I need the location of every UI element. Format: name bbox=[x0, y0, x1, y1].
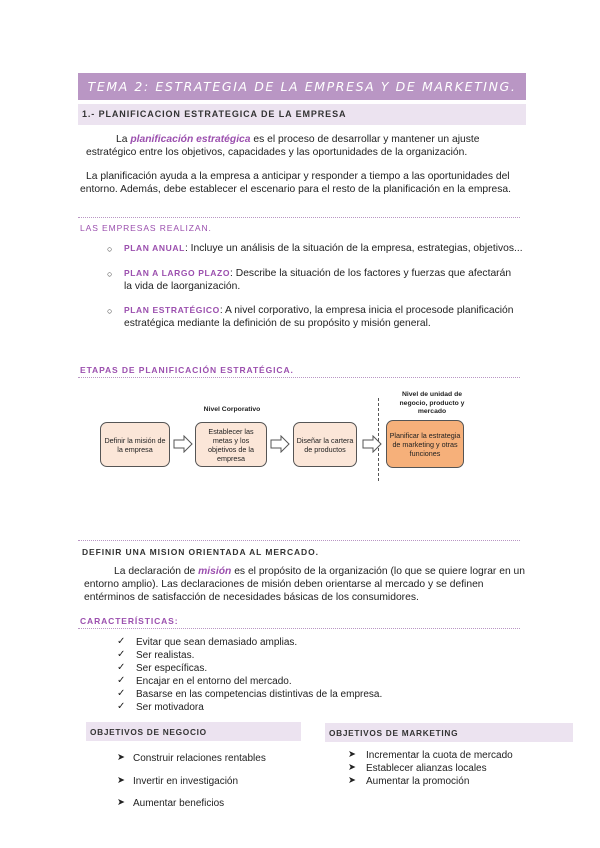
list-item: Incrementar la cuota de mercado bbox=[366, 750, 513, 761]
text: : Incluye un análisis de la situación de la empresa, estrategias, objetivos... bbox=[184, 243, 523, 254]
bullet-icon: ○ bbox=[107, 269, 113, 279]
subheading-empresas-realizan: LAS EMPRESAS REALIZAN. bbox=[80, 223, 212, 233]
arrow-bullet-icon: ➤ bbox=[348, 775, 356, 786]
planning-stages-diagram bbox=[96, 388, 516, 483]
divider bbox=[78, 628, 520, 629]
list-item: Ser realistas. bbox=[136, 650, 195, 661]
heading-text: OBJETIVOS DE NEGOCIO bbox=[90, 727, 207, 737]
list-item: Establecer alianzas locales bbox=[366, 763, 487, 774]
bullet-icon: ○ bbox=[107, 306, 113, 316]
list-item-plan-estrategico bbox=[124, 304, 524, 330]
paragraph-mision bbox=[84, 565, 526, 604]
objetivos-negocio-heading bbox=[86, 722, 301, 741]
stage-box-marketing: Planificar la estrategia de marketing y otras funciones bbox=[386, 420, 464, 468]
list-item: Aumentar beneficios bbox=[133, 798, 225, 809]
keyword: PLAN ANUAL bbox=[124, 243, 185, 253]
divider bbox=[78, 217, 520, 218]
check-icon: ✓ bbox=[117, 649, 126, 660]
text: La declaración de bbox=[114, 566, 199, 577]
corporate-level-label: Nivel Corporativo bbox=[203, 406, 261, 413]
arrow-bullet-icon: ➤ bbox=[117, 797, 125, 808]
arrow-bullet-icon: ➤ bbox=[117, 752, 125, 763]
subheading-etapas: ETAPAS DE PLANIFICACIÓN ESTRATÉGICA. bbox=[80, 365, 294, 375]
list-item: Invertir en investigación bbox=[133, 776, 239, 787]
subheading-caracteristicas: CARACTERÍSTICAS: bbox=[80, 616, 179, 626]
list-item: Aumentar la promoción bbox=[366, 776, 470, 787]
check-icon: ✓ bbox=[117, 701, 126, 712]
list-item: Evitar que sean demasiado amplias. bbox=[136, 637, 298, 648]
highlighted-term: planificación estratégica bbox=[130, 134, 251, 145]
stage-box-cartera: Diseñar la cartera de productos bbox=[293, 422, 357, 467]
highlighted-term: misión bbox=[198, 566, 232, 577]
stage-box-metas: Establecer las metas y los objetivos de la empresa bbox=[195, 422, 267, 467]
arrow-bullet-icon: ➤ bbox=[348, 762, 356, 773]
section-heading-planificacion bbox=[78, 104, 526, 125]
arrow-bullet-icon: ➤ bbox=[117, 775, 125, 786]
subheading-mision: DEFINIR UNA MISION ORIENTADA AL MERCADO. bbox=[82, 547, 319, 557]
divider bbox=[78, 540, 520, 541]
text: : Describe la situación de los factores y fuerzas que afectarán la vida de laorganización. bbox=[124, 268, 512, 292]
text: La bbox=[116, 134, 131, 145]
section-heading-text: 1.- PLANIFICACION ESTRATEGICA DE LA EMPRESA bbox=[82, 109, 347, 119]
check-icon: ✓ bbox=[117, 662, 126, 673]
objetivos-marketing-heading bbox=[325, 723, 573, 742]
list-item: Construir relaciones rentables bbox=[133, 753, 266, 764]
text: es el proceso de desarrollar y mantener un ajuste estratégico entre los objetivos, capacidades y las oportunidades de la organización. bbox=[86, 134, 480, 158]
unit-level-label: Nivel de unidad de negocio, producto y mercado bbox=[399, 391, 465, 415]
list-item: Encajar en el entorno del mercado. bbox=[136, 676, 292, 687]
list-item: Basarse en las competencias distintivas de la empresa. bbox=[136, 689, 383, 700]
arrow-bullet-icon: ➤ bbox=[348, 749, 356, 760]
list-item: Ser motivadora bbox=[136, 702, 204, 713]
divider bbox=[78, 377, 520, 378]
paragraph-planificacion-definicion bbox=[86, 133, 526, 159]
keyword: PLAN A LARGO PLAZO bbox=[124, 268, 231, 278]
stage-box-mision: Definir la misión de la empresa bbox=[100, 422, 170, 467]
keyword: PLAN ESTRATÉGICO bbox=[124, 305, 220, 315]
heading-text: OBJETIVOS DE MARKETING bbox=[329, 728, 459, 738]
text: es el propósito de la organización (lo que se quiere lograr en un entorno amplio). Las declaraciones de misión deben orientarse al mercado y se definen entérminos de satisfacción de necesidades básicas de los consumidores. bbox=[84, 566, 525, 603]
check-icon: ✓ bbox=[117, 675, 126, 686]
page-title: TEMA 2: ESTRATEGIA DE LA EMPRESA Y DE MARKETING. bbox=[78, 73, 526, 100]
check-icon: ✓ bbox=[117, 636, 126, 647]
list-item-plan-anual bbox=[124, 242, 524, 255]
arrow-right-icon bbox=[362, 435, 382, 453]
list-item-plan-largo-plazo bbox=[124, 267, 514, 293]
arrow-right-icon bbox=[173, 435, 193, 453]
list-item: Ser específicas. bbox=[136, 663, 208, 674]
paragraph-planificacion-ayuda: La planificación ayuda a la empresa a anticipar y responder a tiempo a las oportunidades del entorno. Además, debe establecer el escenario para el resto de la planificación en la empresa. bbox=[80, 171, 512, 195]
arrow-right-icon bbox=[270, 435, 290, 453]
text: : A nivel corporativo, la empresa inicia el procesode planificación estratégica mediante la definición de su propósito y misión general. bbox=[124, 305, 514, 329]
check-icon: ✓ bbox=[117, 688, 126, 699]
bullet-icon: ○ bbox=[107, 244, 113, 254]
